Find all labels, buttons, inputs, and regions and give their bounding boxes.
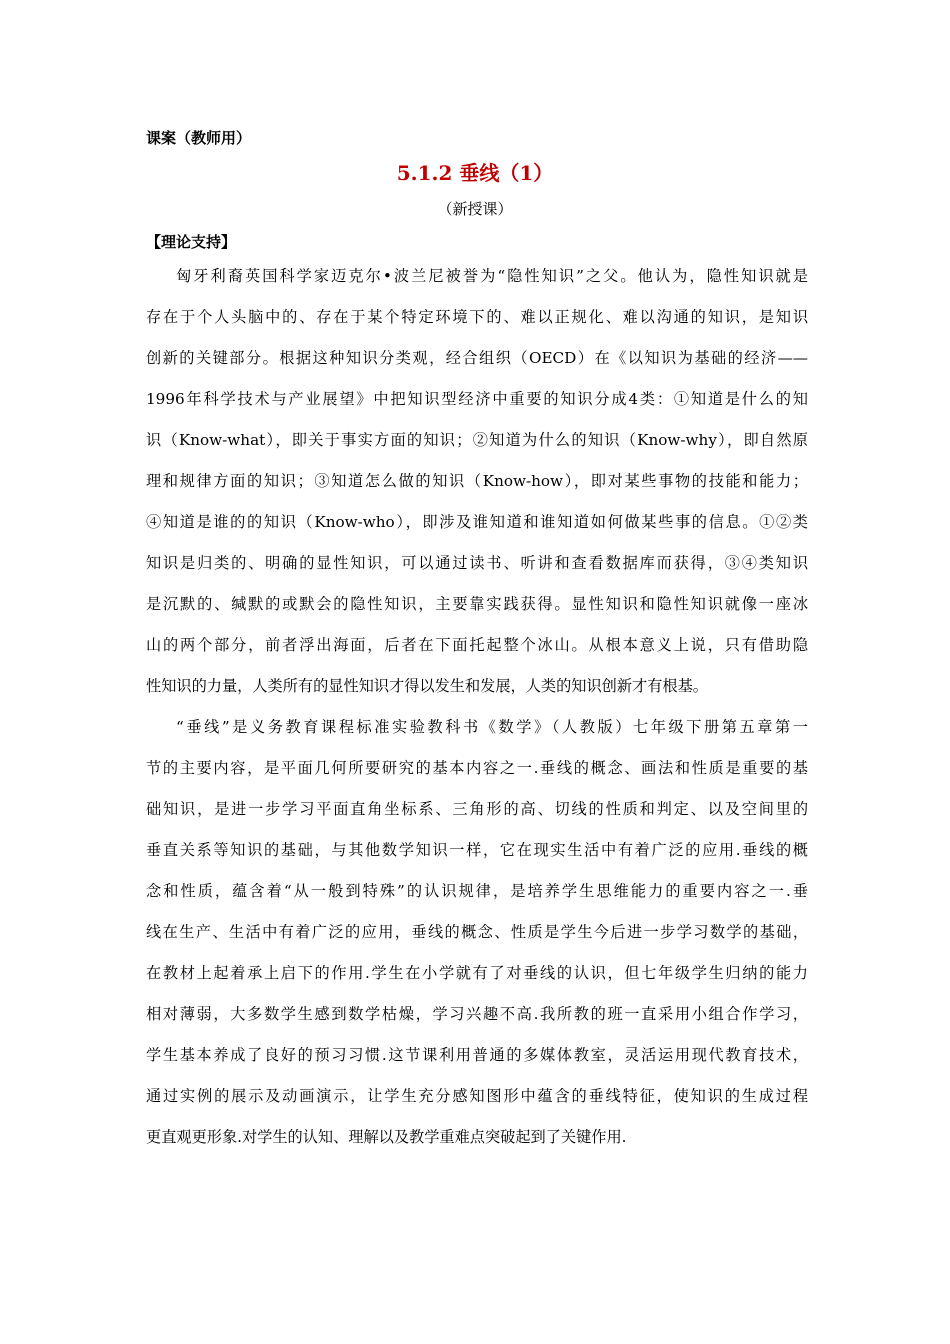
section-heading-theory: 【理论支持】	[146, 233, 237, 251]
paragraph-theory	[146, 256, 808, 707]
paragraph-line: 识（Know-what），即关于事实方面的知识；②知道为什么的知识（Know-why），即自然原	[146, 431, 808, 449]
paragraph-line: 是沉默的、缄默的或默会的隐性知识，主要靠实践获得。显性知识和隐性知识就像一座冰	[146, 595, 808, 613]
paragraph-line: 理和规律方面的知识；③知道怎么做的知识（Know-how），即对某些事物的技能和能力；	[146, 472, 808, 490]
paragraph-line: 通过实例的展示及动画演示，让学生充分感知图形中蕴含的垂线特征，使知识的生成过程	[146, 1087, 808, 1105]
document-label: 课案（教师用）	[146, 129, 252, 147]
paragraph-lesson-overview	[146, 707, 808, 1158]
paragraph-line: 节的主要内容，是平面几何所要研究的基本内容之一.垂线的概念、画法和性质是重要的基	[146, 759, 808, 777]
paragraph-line: 创新的关键部分。根据这种知识分类观，经合组织（OECD）在《以知识为基础的经济——	[146, 349, 808, 367]
paragraph-line: 学生基本养成了良好的预习习惯.这节课利用普通的多媒体教室，灵活运用现代教育技术，	[146, 1046, 808, 1064]
paragraph-line: 础知识，是进一步学习平面直角坐标系、三角形的高、切线的性质和判定、以及空间里的	[146, 800, 808, 818]
paragraph-line: 垂直关系等知识的基础，与其他数学知识一样，它在现实生活中有着广泛的应用.垂线的概	[146, 841, 808, 859]
paragraph-line: 1996年科学技术与产业展望》中把知识型经济中重要的知识分成4类：①知道是什么的知	[146, 390, 808, 408]
paragraph-line: 念和性质，蕴含着“从一般到特殊”的认识规律，是培养学生思维能力的重要内容之一.垂	[146, 882, 808, 900]
paragraph-line: 匈牙利裔英国科学家迈克尔•波兰尼被誉为“隐性知识”之父。他认为，隐性知识就是	[176, 267, 808, 285]
paragraph-line: 性知识的力量，人类所有的显性知识才得以发生和发展，人类的知识创新才有根基。	[146, 677, 708, 695]
paragraph-line: 知识是归类的、明确的显性知识，可以通过读书、听讲和查看数据库而获得，③④类知识	[146, 554, 808, 572]
lesson-type: （新授课）	[437, 200, 513, 218]
paragraph-line: 更直观更形象.对学生的认知、理解以及教学重难点突破起到了关键作用.	[146, 1128, 627, 1146]
paragraph-line: 在教材上起着承上启下的作用.学生在小学就有了对垂线的认识，但七年级学生归纳的能力	[146, 964, 808, 982]
lesson-title: 5.1.2 垂线（1）	[396, 161, 554, 185]
paragraph-line: 相对薄弱，大多数学生感到数学枯燥，学习兴趣不高.我所教的班一直采用小组合作学习，	[146, 1005, 808, 1023]
paragraph-line: 线在生产、生活中有着广泛的应用，垂线的概念、性质是学生今后进一步学习数学的基础，	[146, 923, 808, 941]
paragraph-line: 存在于个人头脑中的、存在于某个特定环境下的、难以正规化、难以沟通的知识，是知识	[146, 308, 808, 326]
paragraph-line: 山的两个部分，前者浮出海面，后者在下面托起整个冰山。从根本意义上说，只有借助隐	[146, 636, 808, 654]
paragraph-line: ④知道是谁的的知识（Know-who），即涉及谁知道和谁知道如何做某些事的信息。①②类	[146, 513, 808, 531]
paragraph-line: “垂线”是义务教育课程标准实验教科书《数学》（人教版）七年级下册第五章第一	[176, 718, 808, 736]
